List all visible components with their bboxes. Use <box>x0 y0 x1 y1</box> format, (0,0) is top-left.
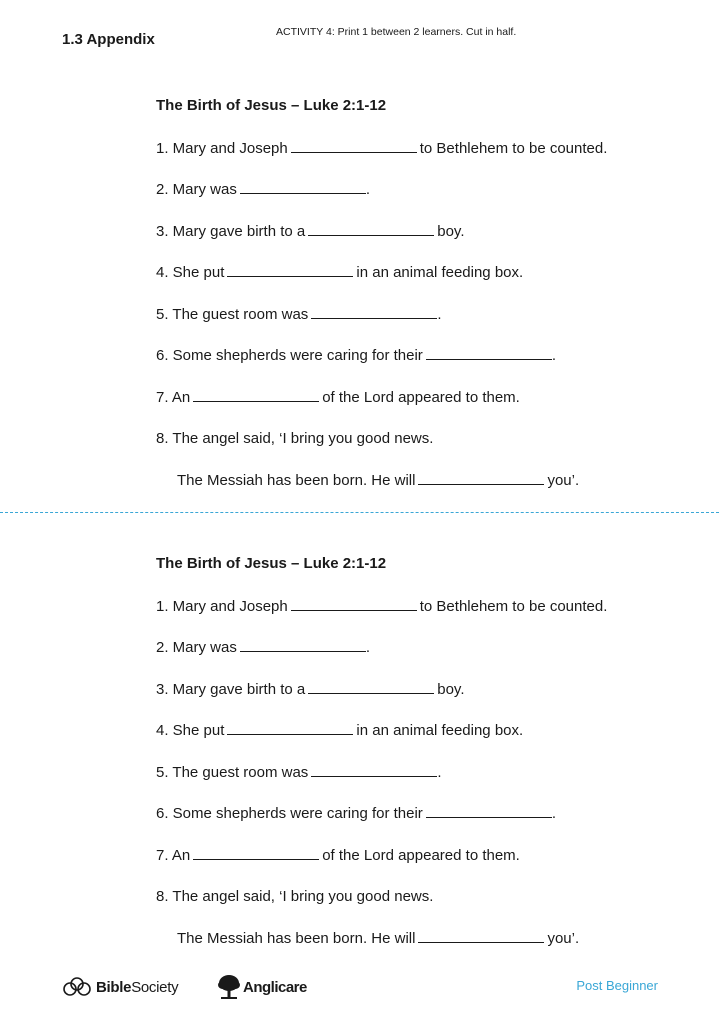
worksheet-top <box>156 95 686 491</box>
question-8-continued: The Messiah has been born. He will you’. <box>177 471 580 489</box>
answer-blank <box>311 306 437 319</box>
answer-blank <box>308 223 434 236</box>
answer-blank <box>308 681 434 694</box>
section-title: 1.3 Appendix <box>62 31 155 48</box>
answer-blank <box>193 847 319 860</box>
anglicare-wordmark: Anglicare <box>243 978 307 996</box>
question-4: 4. She put in an animal feeding box. <box>156 264 524 281</box>
question-7: 7. An of the Lord appeared to them. <box>156 388 520 406</box>
question-3: 3. Mary gave birth to a boy. <box>156 680 465 698</box>
answer-blank <box>291 598 417 611</box>
question-6: 6. Some shepherds were caring for their . <box>156 347 556 364</box>
interlocking-rings-icon <box>62 976 92 998</box>
answer-blank <box>291 140 417 153</box>
question-4: 4. She put in an animal feeding box. <box>156 722 524 739</box>
question-1: 1. Mary and Joseph to Bethlehem to be counted. <box>156 139 608 157</box>
anglicare-logo <box>217 972 307 1002</box>
answer-blank <box>240 181 366 194</box>
question-1: 1. Mary and Joseph to Bethlehem to be counted. <box>156 597 608 615</box>
answer-blank <box>240 639 366 652</box>
answer-blank <box>227 264 353 277</box>
worksheet-title: The Birth of Jesus – Luke 2:1-12 <box>156 555 387 572</box>
bible-society-wordmark: BibleSociety <box>96 978 179 996</box>
worksheet-title: The Birth of Jesus – Luke 2:1-12 <box>156 97 387 114</box>
question-2: 2. Mary was . <box>156 639 371 656</box>
worksheet-bottom <box>156 553 686 949</box>
question-8: 8. The angel said, ‘I bring you good news. <box>156 888 434 905</box>
question-7: 7. An of the Lord appeared to them. <box>156 846 520 864</box>
activity-instruction: ACTIVITY 4: Print 1 between 2 learners. Cut in half. <box>276 26 517 38</box>
question-3: 3. Mary gave birth to a boy. <box>156 222 465 240</box>
answer-blank <box>311 764 437 777</box>
bible-society-logo <box>62 972 178 1002</box>
answer-blank <box>418 930 544 943</box>
level-label: Post Beginner <box>576 978 658 993</box>
answer-blank <box>193 389 319 402</box>
question-2: 2. Mary was . <box>156 181 371 198</box>
cut-line <box>0 512 719 513</box>
answer-blank <box>426 347 552 360</box>
question-6: 6. Some shepherds were caring for their . <box>156 805 556 822</box>
question-5: 5. The guest room was . <box>156 763 442 781</box>
answer-blank <box>426 805 552 818</box>
tree-icon <box>217 974 241 1000</box>
answer-blank <box>227 722 353 735</box>
answer-blank <box>418 472 544 485</box>
question-5: 5. The guest room was . <box>156 305 442 323</box>
question-8: 8. The angel said, ‘I bring you good news. <box>156 430 434 447</box>
question-8-continued: The Messiah has been born. He will you’. <box>177 929 580 947</box>
